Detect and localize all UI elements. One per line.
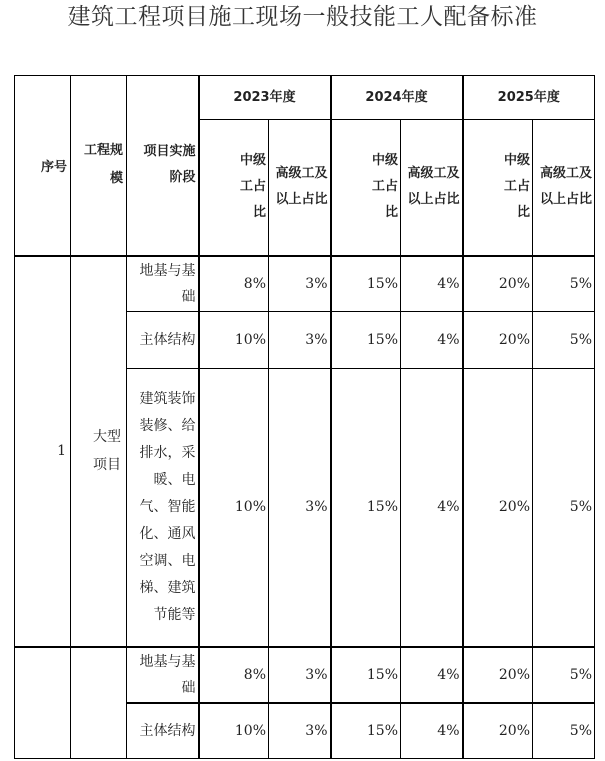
stage-cell: 主体结构 [127,703,199,759]
value-cell: 4% [401,256,463,312]
value-cell: 10% [199,369,269,647]
stage-cell: 地基与基础 [127,647,199,703]
value-cell: 8% [199,647,269,703]
header-high-2025 [533,120,595,256]
value-cell: 3% [269,703,331,759]
header-high-text: 高级工及以上占比 [539,166,592,208]
header-year-2025: 2025年度 [463,76,595,120]
header-mid-text: 中级工占比 [503,153,530,221]
value-cell: 3% [269,312,331,369]
value-cell: 20% [463,312,533,369]
table-row [15,256,595,312]
header-stage-text: 项目实施阶段 [143,144,196,186]
header-seq-text: 序号 [40,160,67,176]
value-cell: 5% [533,647,595,703]
header-seq [15,76,71,256]
value-cell: 3% [269,647,331,703]
value-cell: 15% [331,647,401,703]
value-cell: 20% [463,703,533,759]
value-cell: 4% [401,703,463,759]
staffing-standard-table [14,75,595,759]
header-mid-text: 中级工占比 [371,153,398,221]
header-stage [127,76,199,256]
value-cell: 10% [199,703,269,759]
value-cell: 5% [533,256,595,312]
header-mid-text: 中级工占比 [239,153,266,221]
header-year-2023: 2023年度 [199,76,331,120]
value-cell: 3% [269,369,331,647]
value-cell: 4% [401,647,463,703]
header-high-2023 [269,120,331,256]
stage-cell: 地基与基础 [127,256,199,312]
header-high-text: 高级工及以上占比 [275,166,328,208]
group-scale [71,647,127,759]
header-mid-2023 [199,120,269,256]
group-seq: 1 [15,256,71,647]
value-cell: 3% [269,256,331,312]
stage-text: 建筑装饰装修、给排水，采暖、电气、智能化、通风空调、电梯、建筑节能等 [139,390,196,623]
value-cell: 5% [533,703,595,759]
value-cell: 15% [331,256,401,312]
page-title: 建筑工程项目施工现场一般技能工人配备标准 [67,4,538,30]
header-year-2024: 2024年度 [331,76,463,120]
stage-cell: 主体结构 [127,312,199,369]
value-cell: 4% [401,312,463,369]
stage-cell [127,369,199,647]
value-cell: 4% [401,369,463,647]
header-mid-2024 [331,120,401,256]
value-cell: 20% [463,369,533,647]
value-cell: 20% [463,647,533,703]
value-cell: 10% [199,312,269,369]
value-cell: 5% [533,369,595,647]
header-mid-2025 [463,120,533,256]
value-cell: 5% [533,312,595,369]
header-high-text: 高级工及以上占比 [407,166,460,208]
value-cell: 15% [331,369,401,647]
header-scale [71,76,127,256]
value-cell: 20% [463,256,533,312]
group-scale [71,256,127,647]
value-cell: 8% [199,256,269,312]
value-cell: 15% [331,703,401,759]
group-seq [15,647,71,759]
header-high-2024 [401,120,463,256]
group-scale-text: 大型项目 [93,429,121,473]
header-scale-text: 工程规模 [83,143,123,187]
value-cell: 15% [331,312,401,369]
table-row [15,647,595,703]
